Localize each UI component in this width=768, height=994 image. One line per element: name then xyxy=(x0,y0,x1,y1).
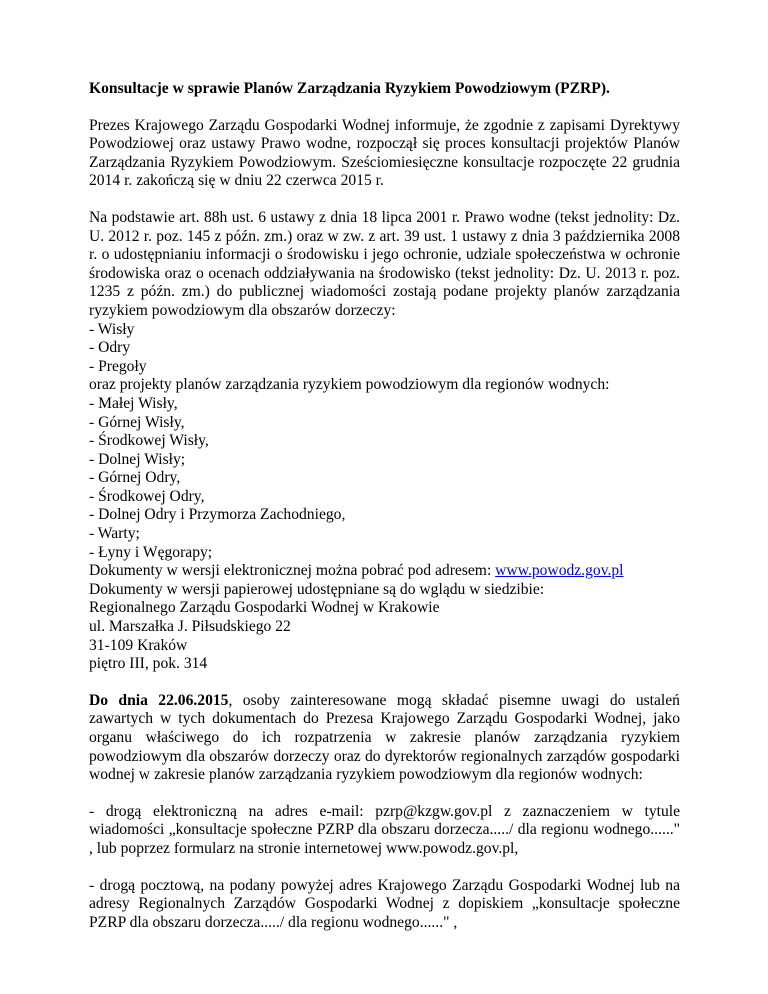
list-item: - Łyny i Węgorapy; xyxy=(89,543,213,561)
legal-basis-paragraph: Na podstawie art. 88h ust. 6 ustawy z dnia 18 lipca 2001 r. Prawo wodne (tekst jednolity: Dz. U. 2012 r. poz. 145 z późn. zm.) oraz w zw. z art. 39 ust. 1 ustawy z dnia 3 października 2008 r. o udostępnianiu informacji o środowisku i jego ochronie, udziale społeczeństwa w ochronie środowiska oraz o ocenach oddziaływania na środowisko (tekst jednolity: Dz. U. 2013 r. poz. 1235 z późn. zm.) do publicznej wiadomości zostają podane projekty planów zarządzania ryzykiem powodziowym dla obszarów dorzeczy: xyxy=(89,208,680,319)
region-list xyxy=(89,395,680,562)
list-item: - Warty; xyxy=(89,525,140,543)
address-line: Regionalnego Zarządu Gospodarki Wodnej w Krakowie xyxy=(89,599,440,617)
address-line: ul. Marszałka J. Piłsudskiego 22 xyxy=(89,618,291,636)
electronic-docs-line xyxy=(89,562,680,581)
powodz-link[interactable]: www.powodz.gov.pl xyxy=(495,562,624,580)
deadline-date: Do dnia 22.06.2015 xyxy=(89,691,229,709)
document-title: Konsultacje w sprawie Planów Zarządzania Ryzykiem Powodziowym (PZRP). xyxy=(89,80,610,97)
list-item: - Pregoły xyxy=(89,357,147,375)
list-item: - Wisły xyxy=(89,320,135,338)
list-item: - Dolnej Wisły; xyxy=(89,450,186,468)
list-item: - Odry xyxy=(89,339,131,357)
paper-docs-line: Dokumenty w wersji papierowej udostępniane są do wglądu w siedzibie: xyxy=(89,580,545,598)
address-line: 31-109 Kraków xyxy=(89,636,188,654)
basin-list xyxy=(89,321,680,377)
deadline-text: , osoby zainteresowane mogą składać pisemne uwagi do ustaleń zawartych w tych dokumentach do Prezesa Krajowego Zarządu Gospodarki Wodnej, jako organu właściwego do ich rozpatrzenia w zakresie planów zarządzania ryzykiem powodziowym dla obszarów dorzeczy oraz do dyrektorów regionalnych zarządów gospodarki wodnej w zakresie planów zarządzania ryzykiem powodziowym dla regionów wodnych: xyxy=(89,691,680,784)
post-method-paragraph: - drogą pocztową, na podany powyżej adres Krajowego Zarządu Gospodarki Wodnej lub na adresy Regionalnych Zarządów Gospodarki Wodnej z dopiskiem „konsultacje społeczne PZRP dla obszaru dorzecza...../ dla regionu wodnego......" , xyxy=(89,876,680,931)
list-item: - Dolnej Odry i Przymorza Zachodniego, xyxy=(89,506,346,524)
email-method-paragraph: - drogą elektroniczną na adres e-mail: pzrp@kzgw.gov.pl z zaznaczeniem w tytule wiadomości „konsultacje społeczne PZRP dla obszaru dorzecza...../ dla regionu wodnego......" , lub poprzez formularz na stronie internetowej www.powodz.gov.pl, xyxy=(89,802,680,857)
list-item: - Środkowej Wisły, xyxy=(89,432,209,450)
list-item: - Górnej Wisły, xyxy=(89,413,185,431)
intro-paragraph: Prezes Krajowego Zarządu Gospodarki Wodnej informuje, że zgodnie z zapisami Dyrektywy Powodziowej oraz ustawy Prawo wodne, rozpoczął się proces konsultacji projektów Planów Zarządzania Ryzykiem Powodziowym. Sześciomiesięczne konsultacje rozpoczęte 22 grudnia 2014 r. zakończą się w dniu 22 czerwca 2015 r. xyxy=(89,116,680,190)
address-line: piętro III, pok. 314 xyxy=(89,655,208,673)
regions-intro: oraz projekty planów zarządzania ryzykiem powodziowym dla regionów wodnych: xyxy=(89,376,610,394)
list-item: - Małej Wisły, xyxy=(89,394,178,412)
address-block xyxy=(89,599,680,673)
list-item: - Górnej Odry, xyxy=(89,469,181,487)
list-item: - Środkowej Odry, xyxy=(89,487,205,505)
electronic-docs-text: Dokumenty w wersji elektronicznej można pobrać pod adresem: xyxy=(89,562,496,580)
deadline-paragraph xyxy=(89,692,680,785)
